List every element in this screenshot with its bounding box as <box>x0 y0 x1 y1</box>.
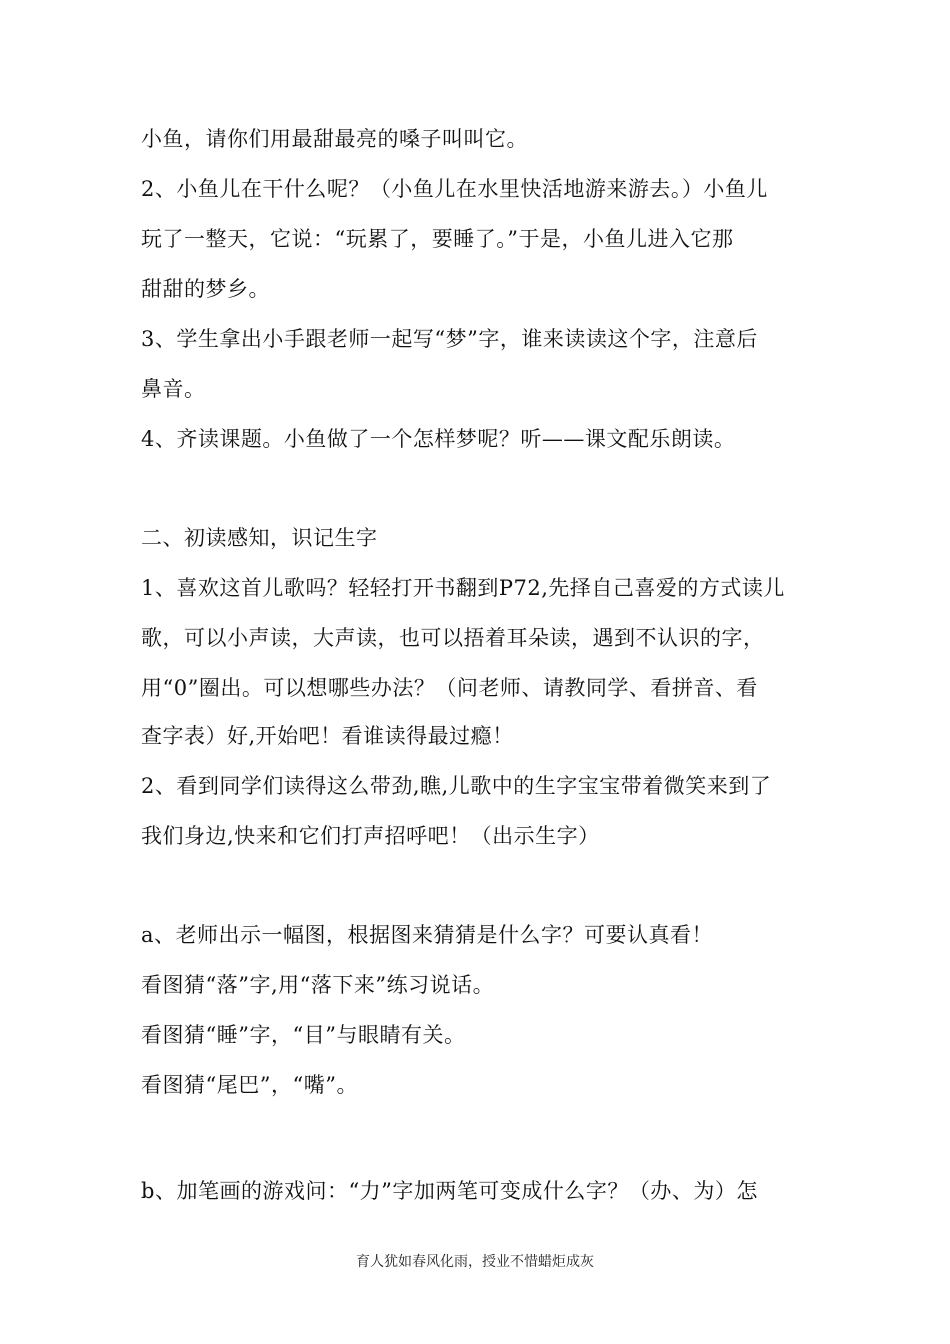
text-line: 玩了一整天，它说：“玩累了，要睡了。”于是，小鱼儿进入它那 <box>141 227 734 251</box>
text-line: 我们身边,快来和它们打声招呼吧！（出示生字） <box>141 824 600 848</box>
text-line: 2、小鱼儿在干什么呢？（小鱼儿在水里快活地游来游去。）小鱼儿 <box>141 177 768 201</box>
text-line: b、加笔画的游戏问：“力”字加两笔可变成什么字？（办、为）怎 <box>141 1179 758 1203</box>
text-line: 看图猜“睡”字，“目”与眼睛有关。 <box>141 1023 466 1047</box>
text-line: 歌，可以小声读，大声读，也可以捂着耳朵读，遇到不认识的字， <box>141 626 765 650</box>
text-line: 甜甜的梦乡。 <box>141 277 270 301</box>
text-line: 用“0”圈出。可以想哪些办法？（问老师、请教同学、看拼音、看 <box>141 676 758 700</box>
text-line: 看图猜“尾巴”，“嘴”。 <box>141 1073 358 1097</box>
text-line: 1、喜欢这首儿歌吗？轻轻打开书翻到P72,先择自己喜爱的方式读儿 <box>141 576 785 600</box>
text-line: 鼻音。 <box>141 377 206 401</box>
section-heading: 二、初读感知，识记生字 <box>141 526 378 550</box>
text-line: 2、看到同学们读得这么带劲,瞧,儿歌中的生字宝宝带着微笑来到了 <box>141 774 772 798</box>
text-line: a、老师出示一幅图，根据图来猜猜是什么字？可要认真看！ <box>141 923 714 947</box>
text-line: 小鱼，请你们用最甜最亮的嗓子叫叫它。 <box>141 127 528 151</box>
text-line: 看图猜“落”字,用“落下来”练习说话。 <box>141 973 495 997</box>
page-footer: 育人犹如春风化雨，授业不惜蜡炬成灰 <box>356 1254 594 1270</box>
text-line: 3、学生拿出小手跟老师一起写“梦”字，谁来读读这个字，注意后 <box>141 327 758 351</box>
text-line: 4、齐读课题。小鱼做了一个怎样梦呢？听——课文配乐朗读。 <box>141 427 736 451</box>
text-line: 查字表）好,开始吧！看谁读得最过瘾！ <box>141 724 514 748</box>
